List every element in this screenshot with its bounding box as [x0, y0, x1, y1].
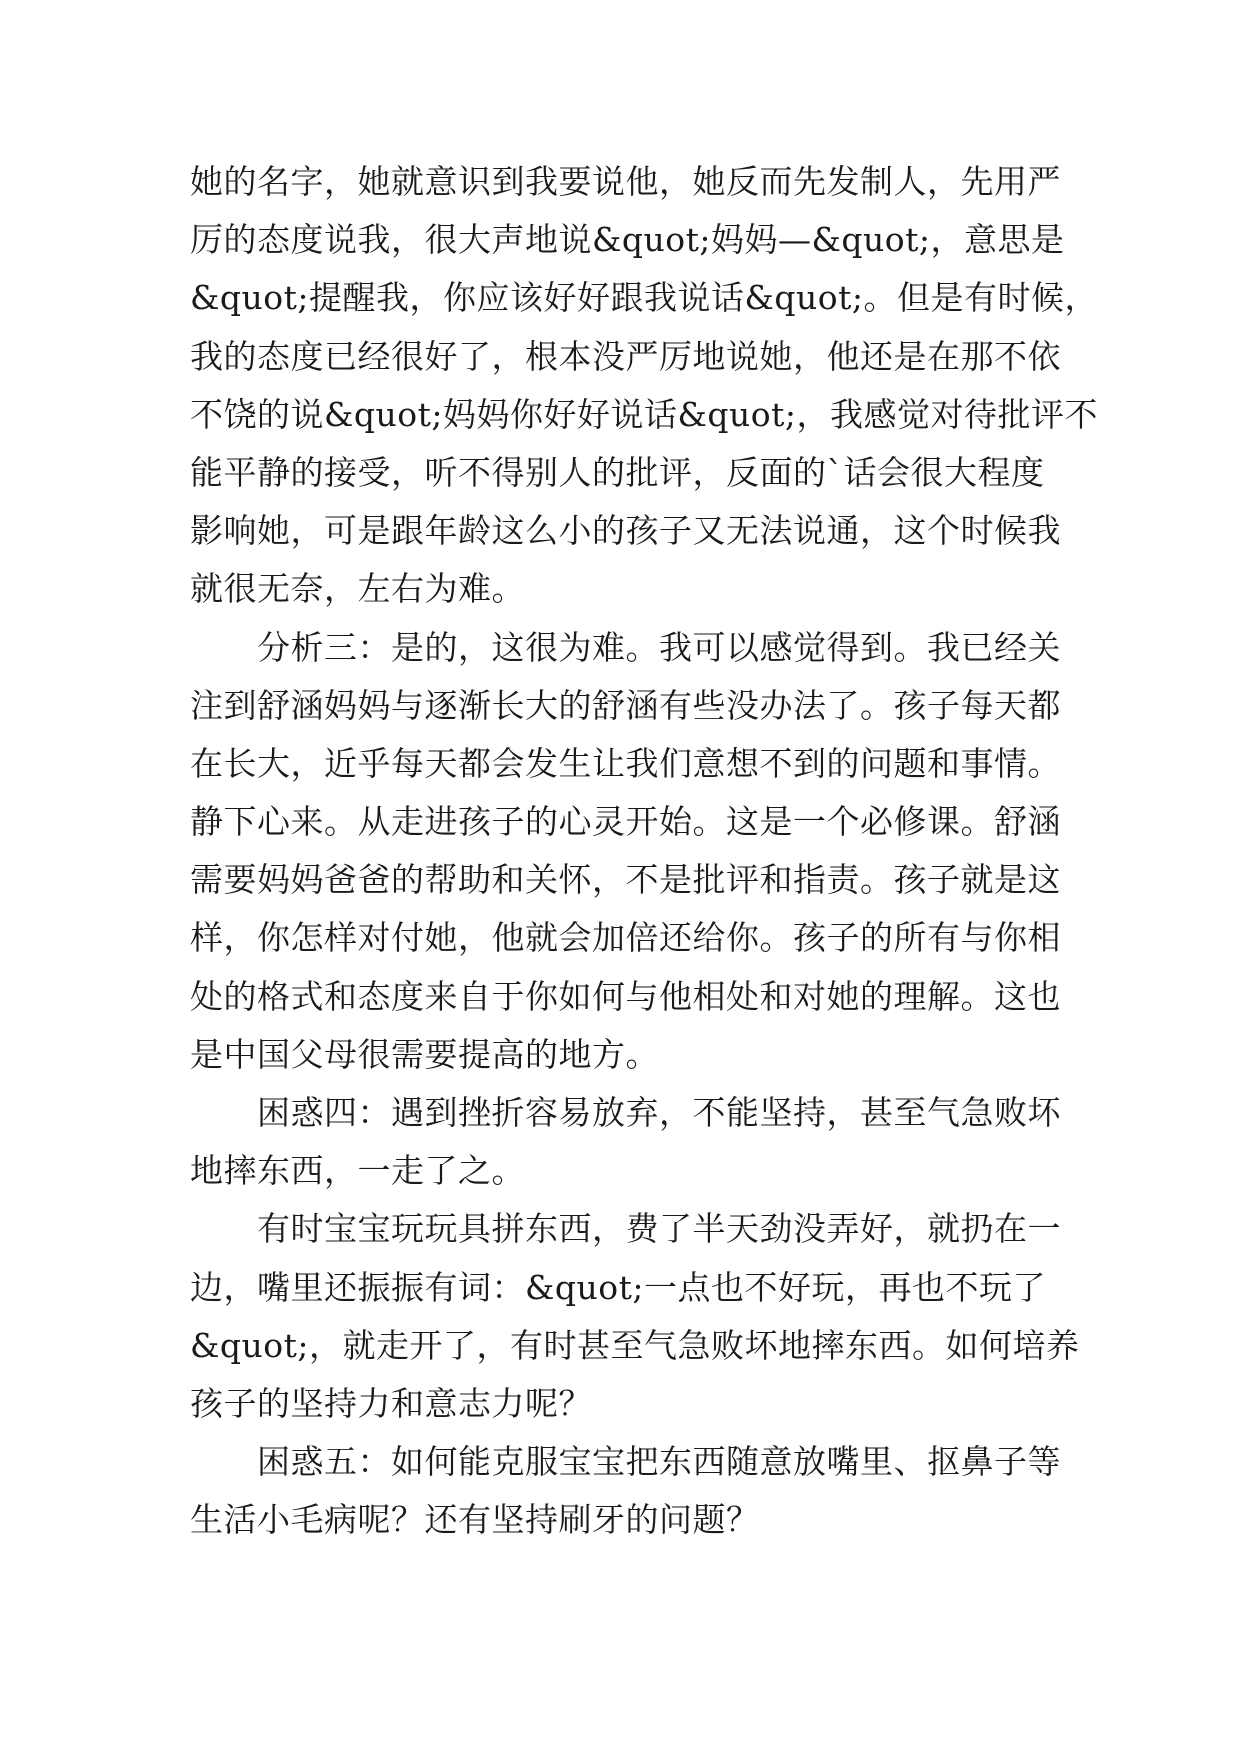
text-line: &quot;，就走开了，有时甚至气急败坏地摔东西。如何培养 — [190, 1325, 1080, 1365]
text-line: 样，你怎样对付她，他就会加倍还给你。孩子的所有与你相 — [190, 918, 1061, 958]
text-line: 静下心来。从走进孩子的心灵开始。这是一个必修课。舒涵 — [190, 802, 1061, 842]
text-line: 分析三：是的，这很为难。我可以感觉得到。我已经关 — [190, 627, 1061, 667]
text-line: 厉的态度说我，很大声地说&quot;妈妈—&quot;，意思是 — [190, 220, 1065, 260]
text-line: 是中国父母很需要提高的地方。 — [190, 1034, 659, 1074]
document-body-text — [190, 153, 1098, 1550]
text-line: 能平静的接受，听不得别人的批评，反面的`话会很大程度 — [190, 452, 1045, 492]
text-line: 需要妈妈爸爸的帮助和关怀，不是批评和指责。孩子就是这 — [190, 860, 1061, 900]
text-line: 注到舒涵妈妈与逐渐长大的舒涵有些没办法了。孩子每天都 — [190, 685, 1061, 725]
text-line: 孩子的坚持力和意志力呢？ — [190, 1383, 592, 1423]
text-line: &quot;提醒我，你应该好好跟我说话&quot;。但是有时候， — [190, 278, 1098, 318]
text-line: 生活小毛病呢？还有坚持刷牙的问题？ — [190, 1500, 760, 1540]
text-line: 边，嘴里还振振有词：&quot;一点也不好玩，再也不玩了 — [190, 1267, 1046, 1307]
text-line: 在长大，近乎每天都会发生让我们意想不到的问题和事情。 — [190, 743, 1061, 783]
text-line: 有时宝宝玩玩具拼东西，费了半天劲没弄好，就扔在一 — [190, 1209, 1061, 1249]
text-line: 她的名字，她就意识到我要说他，她反而先发制人，先用严 — [190, 162, 1061, 201]
text-line: 不饶的说&quot;妈妈你好好说话&quot;，我感觉对待批评不 — [190, 394, 1098, 434]
text-line: 就很无奈，左右为难。 — [190, 569, 525, 609]
text-line: 我的态度已经很好了，根本没严厉地说她，他还是在那不依 — [190, 336, 1061, 376]
text-line: 困惑五：如何能克服宝宝把东西随意放嘴里、抠鼻子等 — [190, 1442, 1061, 1482]
text-line: 地摔东西，一走了之。 — [190, 1151, 525, 1191]
text-line: 困惑四：遇到挫折容易放弃，不能坚持，甚至气急败坏 — [190, 1093, 1061, 1132]
text-line: 处的格式和态度来自于你如何与他相处和对她的理解。这也 — [190, 976, 1061, 1016]
text-line: 影响她，可是跟年龄这么小的孩子又无法说通，这个时候我 — [190, 511, 1061, 551]
